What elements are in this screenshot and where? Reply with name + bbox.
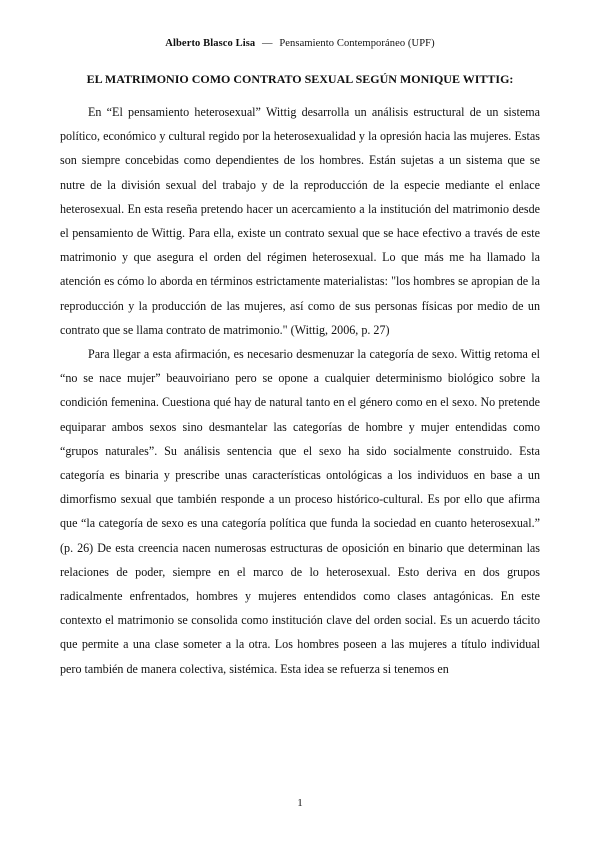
paragraph-2: Para llegar a esta afirmación, es necesario desmenuzar la categoría de sexo. Wittig retoma el “no se nace mujer” beauvoiriano pero se opone a cualquier determinismo biológico sobre la condición femenina. Cuestiona qué hay de natural tanto en el género como en el sexo. No pretende equiparar ambos sexos sino desmantelar las categorías de hombre y mujer entendidas como “grupos naturales”. Su análisis sentencia que el sexo ha sido socialmente construido. Esta categoría es binaria y prescribe unas características ontológicas a los individuos en base a un dimorfismo sexual que también responde a un proceso histórico-cultural. Es por ello que afirma que “la categoría de sexo es una categoría política que funda la sociedad en cuanto heterosexual.” (p. 26) De esta creencia nacen numerosas estructuras de oposición en binario que determinan las relaciones de poder, siempre en el marco de lo heterosexual. Esto deriva en dos grupos radicalmente enfrentados, hombres y mujeres entendidos como clases antagónicas. En este contexto el matrimonio se consolida como institución clave del orden social. Es un acuerdo tácito que permite a una clase someter a la otra. Los hombres poseen a las mujeres a título individual pero también de manera colectiva, sistémica. Esta idea se refuerza si tenemos en	[60, 347, 540, 676]
header-author: Alberto Blasco Lisa	[165, 38, 256, 49]
header-course: Pensamiento Contemporáneo (UPF)	[279, 38, 435, 49]
running-header	[0, 38, 600, 49]
page-number: 1	[297, 797, 303, 809]
document-title: EL MATRIMONIO COMO CONTRATO SEXUAL SEGÚN MONIQUE WITTIG:	[86, 72, 514, 86]
header-separator: —	[262, 38, 273, 49]
paragraph-1: En “El pensamiento heterosexual” Wittig desarrolla un análisis estructural de un sistema político, económico y cultural regido por la heterosexualidad y la opresión hacia las mujeres. Estas son siempre concebidas como dependientes de los hombres. Están sujetas a un sistema que se nutre de la división sexual del trabajo y de la reproducción de la especie mediante el enlace heterosexual. En esta reseña pretendo hacer un acercamiento a la institución del matrimonio desde el pensamiento de Wittig. Para ella, existe un contrato sexual que se hace efectivo a través de este matrimonio y que asegura el orden del régimen heterosexual. Lo que más me ha llamado la atención es cómo lo aborda en términos estrictamente materialistas: "los hombres se apropian de la reproducción y la producción de las mujeres, así como de sus personas físicas por medio de un contrato que se llama contrato de matrimonio." (Wittig, 2006, p. 27)	[60, 105, 540, 337]
body-text	[60, 100, 540, 681]
